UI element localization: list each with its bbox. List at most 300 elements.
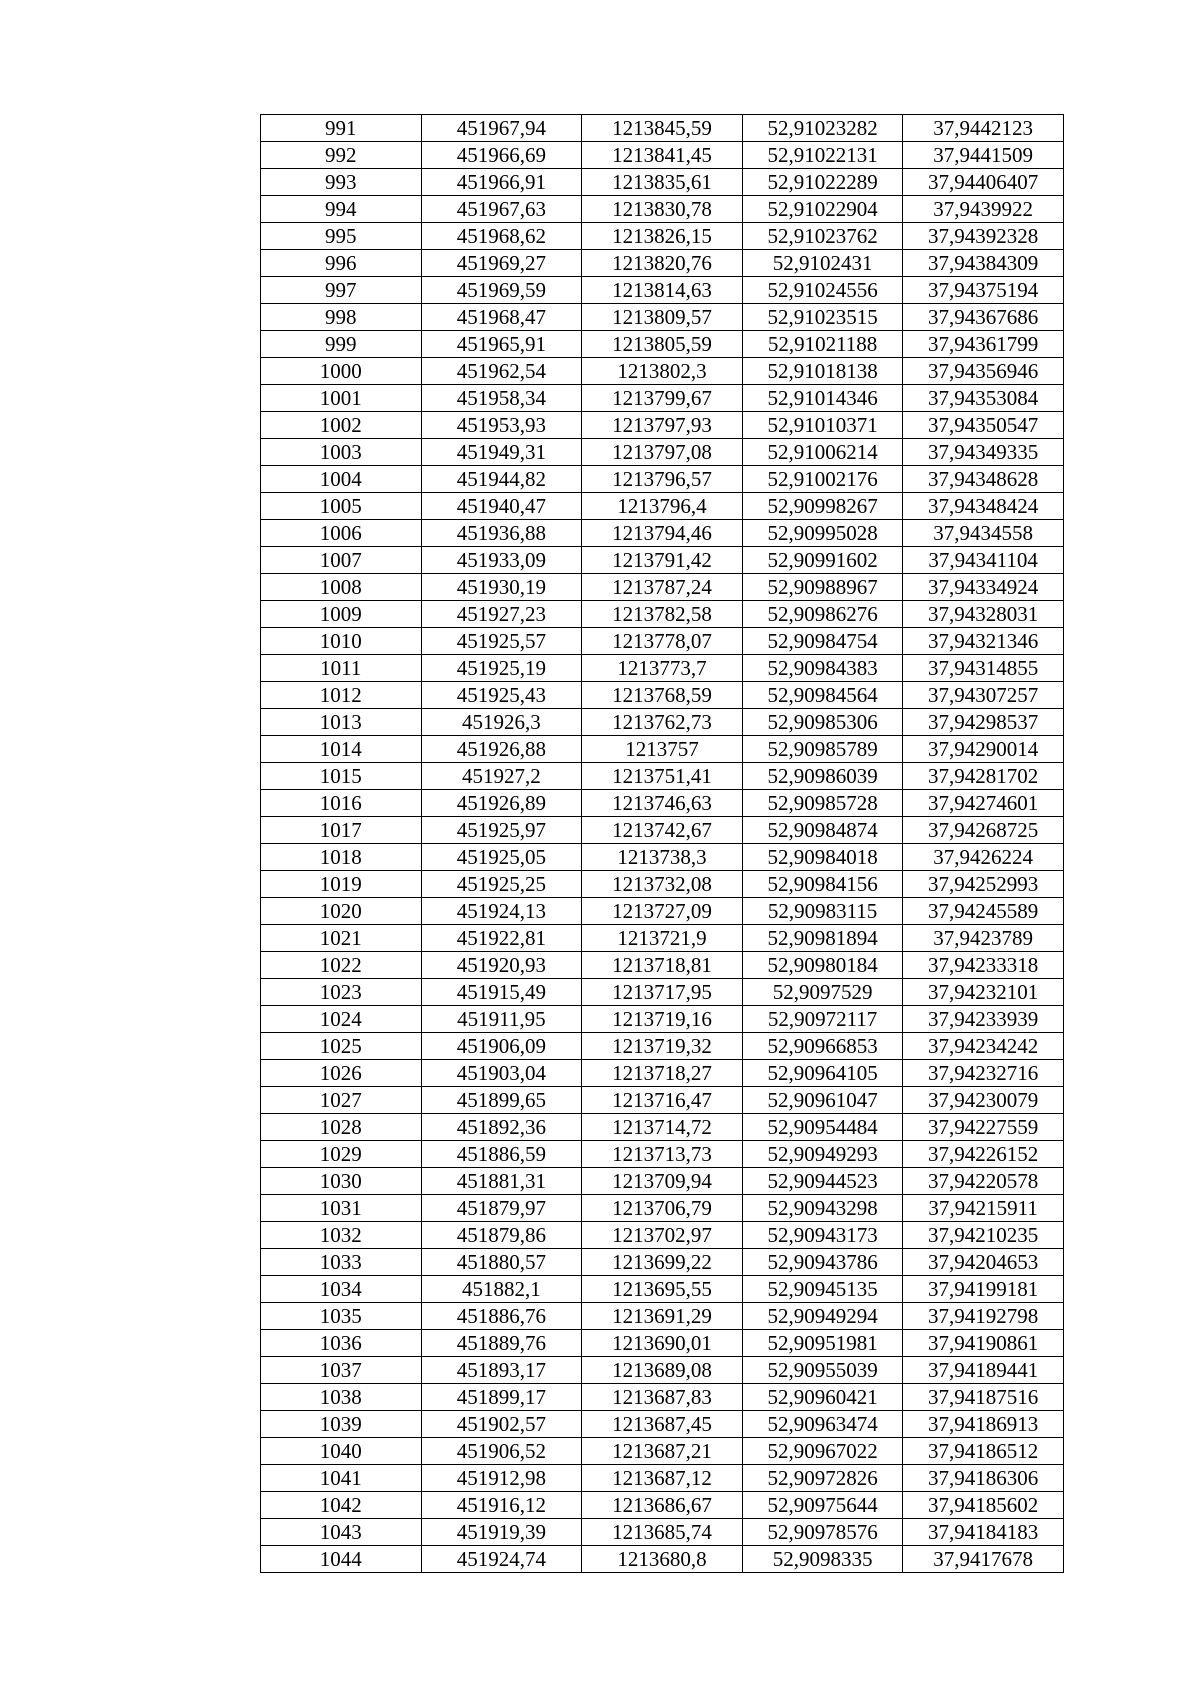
y-coordinate-cell: 1213820,76 — [582, 250, 743, 277]
point-number-cell: 1043 — [261, 1519, 422, 1546]
table-row — [261, 358, 1064, 385]
x-coordinate-cell: 451893,17 — [421, 1357, 582, 1384]
x-coordinate-cell: 451969,59 — [421, 277, 582, 304]
point-number-cell: 998 — [261, 304, 422, 331]
longitude-cell: 37,94192798 — [903, 1303, 1064, 1330]
longitude-cell: 37,94234242 — [903, 1033, 1064, 1060]
table-row — [261, 763, 1064, 790]
longitude-cell: 37,9423789 — [903, 925, 1064, 952]
table-row — [261, 655, 1064, 682]
longitude-cell: 37,94298537 — [903, 709, 1064, 736]
latitude-cell: 52,90984156 — [742, 871, 903, 898]
table-row — [261, 952, 1064, 979]
latitude-cell: 52,90984564 — [742, 682, 903, 709]
x-coordinate-cell: 451927,2 — [421, 763, 582, 790]
longitude-cell: 37,94186913 — [903, 1411, 1064, 1438]
y-coordinate-cell: 1213695,55 — [582, 1276, 743, 1303]
latitude-cell: 52,91014346 — [742, 385, 903, 412]
longitude-cell: 37,94230079 — [903, 1087, 1064, 1114]
longitude-cell: 37,94375194 — [903, 277, 1064, 304]
point-number-cell: 1028 — [261, 1114, 422, 1141]
x-coordinate-cell: 451930,19 — [421, 574, 582, 601]
x-coordinate-cell: 451965,91 — [421, 331, 582, 358]
longitude-cell: 37,94314855 — [903, 655, 1064, 682]
table-row — [261, 1087, 1064, 1114]
x-coordinate-cell: 451926,3 — [421, 709, 582, 736]
longitude-cell: 37,94185602 — [903, 1492, 1064, 1519]
y-coordinate-cell: 1213835,61 — [582, 169, 743, 196]
coordinates-table-body — [261, 115, 1064, 1573]
latitude-cell: 52,90944523 — [742, 1168, 903, 1195]
point-number-cell: 993 — [261, 169, 422, 196]
point-number-cell: 1035 — [261, 1303, 422, 1330]
table-row — [261, 277, 1064, 304]
point-number-cell: 1015 — [261, 763, 422, 790]
y-coordinate-cell: 1213690,01 — [582, 1330, 743, 1357]
longitude-cell: 37,94184183 — [903, 1519, 1064, 1546]
x-coordinate-cell: 451936,88 — [421, 520, 582, 547]
longitude-cell: 37,94220578 — [903, 1168, 1064, 1195]
y-coordinate-cell: 1213680,8 — [582, 1546, 743, 1573]
table-row — [261, 1168, 1064, 1195]
table-row — [261, 709, 1064, 736]
longitude-cell: 37,94232101 — [903, 979, 1064, 1006]
latitude-cell: 52,90998267 — [742, 493, 903, 520]
y-coordinate-cell: 1213719,32 — [582, 1033, 743, 1060]
latitude-cell: 52,90984383 — [742, 655, 903, 682]
x-coordinate-cell: 451912,98 — [421, 1465, 582, 1492]
latitude-cell: 52,91024556 — [742, 277, 903, 304]
point-number-cell: 991 — [261, 115, 422, 142]
x-coordinate-cell: 451925,97 — [421, 817, 582, 844]
x-coordinate-cell: 451899,65 — [421, 1087, 582, 1114]
y-coordinate-cell: 1213721,9 — [582, 925, 743, 952]
x-coordinate-cell: 451886,59 — [421, 1141, 582, 1168]
latitude-cell: 52,91021188 — [742, 331, 903, 358]
latitude-cell: 52,9102431 — [742, 250, 903, 277]
point-number-cell: 1019 — [261, 871, 422, 898]
y-coordinate-cell: 1213778,07 — [582, 628, 743, 655]
latitude-cell: 52,90943173 — [742, 1222, 903, 1249]
latitude-cell: 52,90985306 — [742, 709, 903, 736]
y-coordinate-cell: 1213751,41 — [582, 763, 743, 790]
point-number-cell: 1007 — [261, 547, 422, 574]
y-coordinate-cell: 1213687,12 — [582, 1465, 743, 1492]
latitude-cell: 52,9098335 — [742, 1546, 903, 1573]
y-coordinate-cell: 1213805,59 — [582, 331, 743, 358]
y-coordinate-cell: 1213709,94 — [582, 1168, 743, 1195]
table-row — [261, 1465, 1064, 1492]
latitude-cell: 52,90984874 — [742, 817, 903, 844]
longitude-cell: 37,94186512 — [903, 1438, 1064, 1465]
longitude-cell: 37,94252993 — [903, 871, 1064, 898]
x-coordinate-cell: 451906,52 — [421, 1438, 582, 1465]
longitude-cell: 37,94348424 — [903, 493, 1064, 520]
table-row — [261, 979, 1064, 1006]
latitude-cell: 52,90951981 — [742, 1330, 903, 1357]
longitude-cell: 37,94307257 — [903, 682, 1064, 709]
latitude-cell: 52,90991602 — [742, 547, 903, 574]
latitude-cell: 52,9097529 — [742, 979, 903, 1006]
table-row — [261, 1330, 1064, 1357]
x-coordinate-cell: 451916,12 — [421, 1492, 582, 1519]
table-row — [261, 601, 1064, 628]
table-row — [261, 385, 1064, 412]
longitude-cell: 37,9439922 — [903, 196, 1064, 223]
y-coordinate-cell: 1213699,22 — [582, 1249, 743, 1276]
longitude-cell: 37,94232716 — [903, 1060, 1064, 1087]
y-coordinate-cell: 1213687,83 — [582, 1384, 743, 1411]
point-number-cell: 1011 — [261, 655, 422, 682]
y-coordinate-cell: 1213687,21 — [582, 1438, 743, 1465]
table-row — [261, 142, 1064, 169]
table-row — [261, 1384, 1064, 1411]
x-coordinate-cell: 451915,49 — [421, 979, 582, 1006]
table-row — [261, 736, 1064, 763]
latitude-cell: 52,90985728 — [742, 790, 903, 817]
table-row — [261, 817, 1064, 844]
longitude-cell: 37,94204653 — [903, 1249, 1064, 1276]
x-coordinate-cell: 451881,31 — [421, 1168, 582, 1195]
point-number-cell: 1008 — [261, 574, 422, 601]
table-row — [261, 1195, 1064, 1222]
latitude-cell: 52,91022131 — [742, 142, 903, 169]
y-coordinate-cell: 1213830,78 — [582, 196, 743, 223]
x-coordinate-cell: 451927,23 — [421, 601, 582, 628]
latitude-cell: 52,91018138 — [742, 358, 903, 385]
table-row — [261, 1141, 1064, 1168]
longitude-cell: 37,94328031 — [903, 601, 1064, 628]
x-coordinate-cell: 451925,25 — [421, 871, 582, 898]
x-coordinate-cell: 451879,97 — [421, 1195, 582, 1222]
point-number-cell: 1012 — [261, 682, 422, 709]
point-number-cell: 1013 — [261, 709, 422, 736]
point-number-cell: 1018 — [261, 844, 422, 871]
table-row — [261, 1357, 1064, 1384]
x-coordinate-cell: 451899,17 — [421, 1384, 582, 1411]
x-coordinate-cell: 451920,93 — [421, 952, 582, 979]
y-coordinate-cell: 1213706,79 — [582, 1195, 743, 1222]
point-number-cell: 1037 — [261, 1357, 422, 1384]
longitude-cell: 37,94406407 — [903, 169, 1064, 196]
table-row — [261, 1492, 1064, 1519]
y-coordinate-cell: 1213719,16 — [582, 1006, 743, 1033]
y-coordinate-cell: 1213718,27 — [582, 1060, 743, 1087]
longitude-cell: 37,94210235 — [903, 1222, 1064, 1249]
y-coordinate-cell: 1213714,72 — [582, 1114, 743, 1141]
x-coordinate-cell: 451926,88 — [421, 736, 582, 763]
table-row — [261, 223, 1064, 250]
x-coordinate-cell: 451958,34 — [421, 385, 582, 412]
y-coordinate-cell: 1213687,45 — [582, 1411, 743, 1438]
table-row — [261, 1546, 1064, 1573]
longitude-cell: 37,94356946 — [903, 358, 1064, 385]
y-coordinate-cell: 1213797,93 — [582, 412, 743, 439]
longitude-cell: 37,94290014 — [903, 736, 1064, 763]
coordinates-table — [260, 114, 1064, 1573]
point-number-cell: 1029 — [261, 1141, 422, 1168]
x-coordinate-cell: 451969,27 — [421, 250, 582, 277]
y-coordinate-cell: 1213826,15 — [582, 223, 743, 250]
y-coordinate-cell: 1213746,63 — [582, 790, 743, 817]
longitude-cell: 37,94384309 — [903, 250, 1064, 277]
table-row — [261, 628, 1064, 655]
point-number-cell: 1024 — [261, 1006, 422, 1033]
longitude-cell: 37,94349335 — [903, 439, 1064, 466]
latitude-cell: 52,90949294 — [742, 1303, 903, 1330]
point-number-cell: 1034 — [261, 1276, 422, 1303]
latitude-cell: 52,90967022 — [742, 1438, 903, 1465]
point-number-cell: 1026 — [261, 1060, 422, 1087]
y-coordinate-cell: 1213787,24 — [582, 574, 743, 601]
x-coordinate-cell: 451882,1 — [421, 1276, 582, 1303]
y-coordinate-cell: 1213686,67 — [582, 1492, 743, 1519]
point-number-cell: 1017 — [261, 817, 422, 844]
latitude-cell: 52,90955039 — [742, 1357, 903, 1384]
longitude-cell: 37,94392328 — [903, 223, 1064, 250]
x-coordinate-cell: 451967,63 — [421, 196, 582, 223]
longitude-cell: 37,94233318 — [903, 952, 1064, 979]
latitude-cell: 52,91006214 — [742, 439, 903, 466]
x-coordinate-cell: 451880,57 — [421, 1249, 582, 1276]
table-row — [261, 520, 1064, 547]
x-coordinate-cell: 451940,47 — [421, 493, 582, 520]
table-row — [261, 1519, 1064, 1546]
x-coordinate-cell: 451966,69 — [421, 142, 582, 169]
point-number-cell: 1038 — [261, 1384, 422, 1411]
latitude-cell: 52,90943786 — [742, 1249, 903, 1276]
point-number-cell: 1016 — [261, 790, 422, 817]
longitude-cell: 37,94268725 — [903, 817, 1064, 844]
x-coordinate-cell: 451906,09 — [421, 1033, 582, 1060]
longitude-cell: 37,94348628 — [903, 466, 1064, 493]
longitude-cell: 37,94274601 — [903, 790, 1064, 817]
y-coordinate-cell: 1213732,08 — [582, 871, 743, 898]
longitude-cell: 37,94245589 — [903, 898, 1064, 925]
table-row — [261, 250, 1064, 277]
table-row — [261, 1060, 1064, 1087]
point-number-cell: 1032 — [261, 1222, 422, 1249]
table-row — [261, 493, 1064, 520]
y-coordinate-cell: 1213768,59 — [582, 682, 743, 709]
table-row — [261, 1411, 1064, 1438]
longitude-cell: 37,94215911 — [903, 1195, 1064, 1222]
table-row — [261, 1114, 1064, 1141]
x-coordinate-cell: 451966,91 — [421, 169, 582, 196]
y-coordinate-cell: 1213796,57 — [582, 466, 743, 493]
table-row — [261, 1222, 1064, 1249]
latitude-cell: 52,90972117 — [742, 1006, 903, 1033]
x-coordinate-cell: 451919,39 — [421, 1519, 582, 1546]
longitude-cell: 37,94321346 — [903, 628, 1064, 655]
longitude-cell: 37,94334924 — [903, 574, 1064, 601]
longitude-cell: 37,9417678 — [903, 1546, 1064, 1573]
longitude-cell: 37,94353084 — [903, 385, 1064, 412]
table-row — [261, 1438, 1064, 1465]
x-coordinate-cell: 451902,57 — [421, 1411, 582, 1438]
latitude-cell: 52,91022904 — [742, 196, 903, 223]
table-row — [261, 898, 1064, 925]
table-row — [261, 925, 1064, 952]
y-coordinate-cell: 1213757 — [582, 736, 743, 763]
latitude-cell: 52,90986039 — [742, 763, 903, 790]
latitude-cell: 52,90972826 — [742, 1465, 903, 1492]
latitude-cell: 52,90961047 — [742, 1087, 903, 1114]
longitude-cell: 37,9442123 — [903, 115, 1064, 142]
point-number-cell: 1042 — [261, 1492, 422, 1519]
latitude-cell: 52,91023762 — [742, 223, 903, 250]
latitude-cell: 52,91010371 — [742, 412, 903, 439]
table-row — [261, 439, 1064, 466]
point-number-cell: 1044 — [261, 1546, 422, 1573]
point-number-cell: 1001 — [261, 385, 422, 412]
y-coordinate-cell: 1213809,57 — [582, 304, 743, 331]
latitude-cell: 52,90980184 — [742, 952, 903, 979]
table-row — [261, 115, 1064, 142]
latitude-cell: 52,90975644 — [742, 1492, 903, 1519]
longitude-cell: 37,94341104 — [903, 547, 1064, 574]
point-number-cell: 997 — [261, 277, 422, 304]
longitude-cell: 37,94187516 — [903, 1384, 1064, 1411]
longitude-cell: 37,94233939 — [903, 1006, 1064, 1033]
latitude-cell: 52,90963474 — [742, 1411, 903, 1438]
longitude-cell: 37,94199181 — [903, 1276, 1064, 1303]
longitude-cell: 37,94361799 — [903, 331, 1064, 358]
y-coordinate-cell: 1213841,45 — [582, 142, 743, 169]
x-coordinate-cell: 451962,54 — [421, 358, 582, 385]
point-number-cell: 1036 — [261, 1330, 422, 1357]
point-number-cell: 1009 — [261, 601, 422, 628]
y-coordinate-cell: 1213716,47 — [582, 1087, 743, 1114]
latitude-cell: 52,90984754 — [742, 628, 903, 655]
latitude-cell: 52,90949293 — [742, 1141, 903, 1168]
longitude-cell: 37,9434558 — [903, 520, 1064, 547]
point-number-cell: 1004 — [261, 466, 422, 493]
x-coordinate-cell: 451944,82 — [421, 466, 582, 493]
table-row — [261, 1303, 1064, 1330]
point-number-cell: 1022 — [261, 952, 422, 979]
point-number-cell: 1023 — [261, 979, 422, 1006]
point-number-cell: 999 — [261, 331, 422, 358]
point-number-cell: 1041 — [261, 1465, 422, 1492]
table-row — [261, 871, 1064, 898]
x-coordinate-cell: 451968,47 — [421, 304, 582, 331]
y-coordinate-cell: 1213782,58 — [582, 601, 743, 628]
longitude-cell: 37,9441509 — [903, 142, 1064, 169]
y-coordinate-cell: 1213713,73 — [582, 1141, 743, 1168]
table-row — [261, 547, 1064, 574]
y-coordinate-cell: 1213773,7 — [582, 655, 743, 682]
latitude-cell: 52,90981894 — [742, 925, 903, 952]
table-row — [261, 331, 1064, 358]
x-coordinate-cell: 451949,31 — [421, 439, 582, 466]
latitude-cell: 52,90986276 — [742, 601, 903, 628]
table-row — [261, 1276, 1064, 1303]
x-coordinate-cell: 451925,05 — [421, 844, 582, 871]
point-number-cell: 1031 — [261, 1195, 422, 1222]
point-number-cell: 1030 — [261, 1168, 422, 1195]
y-coordinate-cell: 1213689,08 — [582, 1357, 743, 1384]
table-row — [261, 169, 1064, 196]
x-coordinate-cell: 451924,13 — [421, 898, 582, 925]
point-number-cell: 1002 — [261, 412, 422, 439]
point-number-cell: 994 — [261, 196, 422, 223]
longitude-cell: 37,94367686 — [903, 304, 1064, 331]
y-coordinate-cell: 1213845,59 — [582, 115, 743, 142]
y-coordinate-cell: 1213814,63 — [582, 277, 743, 304]
x-coordinate-cell: 451925,43 — [421, 682, 582, 709]
x-coordinate-cell: 451922,81 — [421, 925, 582, 952]
point-number-cell: 1025 — [261, 1033, 422, 1060]
y-coordinate-cell: 1213727,09 — [582, 898, 743, 925]
longitude-cell: 37,94186306 — [903, 1465, 1064, 1492]
latitude-cell: 52,90988967 — [742, 574, 903, 601]
x-coordinate-cell: 451926,89 — [421, 790, 582, 817]
y-coordinate-cell: 1213691,29 — [582, 1303, 743, 1330]
point-number-cell: 1006 — [261, 520, 422, 547]
latitude-cell: 52,90964105 — [742, 1060, 903, 1087]
point-number-cell: 1040 — [261, 1438, 422, 1465]
latitude-cell: 52,90945135 — [742, 1276, 903, 1303]
table-row — [261, 412, 1064, 439]
y-coordinate-cell: 1213796,4 — [582, 493, 743, 520]
longitude-cell: 37,94350547 — [903, 412, 1064, 439]
x-coordinate-cell: 451967,94 — [421, 115, 582, 142]
x-coordinate-cell: 451925,57 — [421, 628, 582, 655]
latitude-cell: 52,91023282 — [742, 115, 903, 142]
point-number-cell: 992 — [261, 142, 422, 169]
x-coordinate-cell: 451889,76 — [421, 1330, 582, 1357]
y-coordinate-cell: 1213799,67 — [582, 385, 743, 412]
y-coordinate-cell: 1213791,42 — [582, 547, 743, 574]
point-number-cell: 995 — [261, 223, 422, 250]
table-row — [261, 682, 1064, 709]
y-coordinate-cell: 1213685,74 — [582, 1519, 743, 1546]
latitude-cell: 52,90983115 — [742, 898, 903, 925]
y-coordinate-cell: 1213797,08 — [582, 439, 743, 466]
latitude-cell: 52,90954484 — [742, 1114, 903, 1141]
x-coordinate-cell: 451953,93 — [421, 412, 582, 439]
latitude-cell: 52,90960421 — [742, 1384, 903, 1411]
x-coordinate-cell: 451903,04 — [421, 1060, 582, 1087]
latitude-cell: 52,91002176 — [742, 466, 903, 493]
latitude-cell: 52,90966853 — [742, 1033, 903, 1060]
point-number-cell: 1003 — [261, 439, 422, 466]
longitude-cell: 37,94190861 — [903, 1330, 1064, 1357]
x-coordinate-cell: 451911,95 — [421, 1006, 582, 1033]
point-number-cell: 1021 — [261, 925, 422, 952]
latitude-cell: 52,91022289 — [742, 169, 903, 196]
y-coordinate-cell: 1213794,46 — [582, 520, 743, 547]
table-row — [261, 844, 1064, 871]
point-number-cell: 1039 — [261, 1411, 422, 1438]
table-row — [261, 304, 1064, 331]
y-coordinate-cell: 1213738,3 — [582, 844, 743, 871]
latitude-cell: 52,90984018 — [742, 844, 903, 871]
table-row — [261, 790, 1064, 817]
y-coordinate-cell: 1213718,81 — [582, 952, 743, 979]
table-row — [261, 1006, 1064, 1033]
point-number-cell: 1005 — [261, 493, 422, 520]
x-coordinate-cell: 451892,36 — [421, 1114, 582, 1141]
y-coordinate-cell: 1213742,67 — [582, 817, 743, 844]
longitude-cell: 37,94227559 — [903, 1114, 1064, 1141]
table-row — [261, 1033, 1064, 1060]
latitude-cell: 52,90995028 — [742, 520, 903, 547]
x-coordinate-cell: 451924,74 — [421, 1546, 582, 1573]
x-coordinate-cell: 451925,19 — [421, 655, 582, 682]
point-number-cell: 1014 — [261, 736, 422, 763]
